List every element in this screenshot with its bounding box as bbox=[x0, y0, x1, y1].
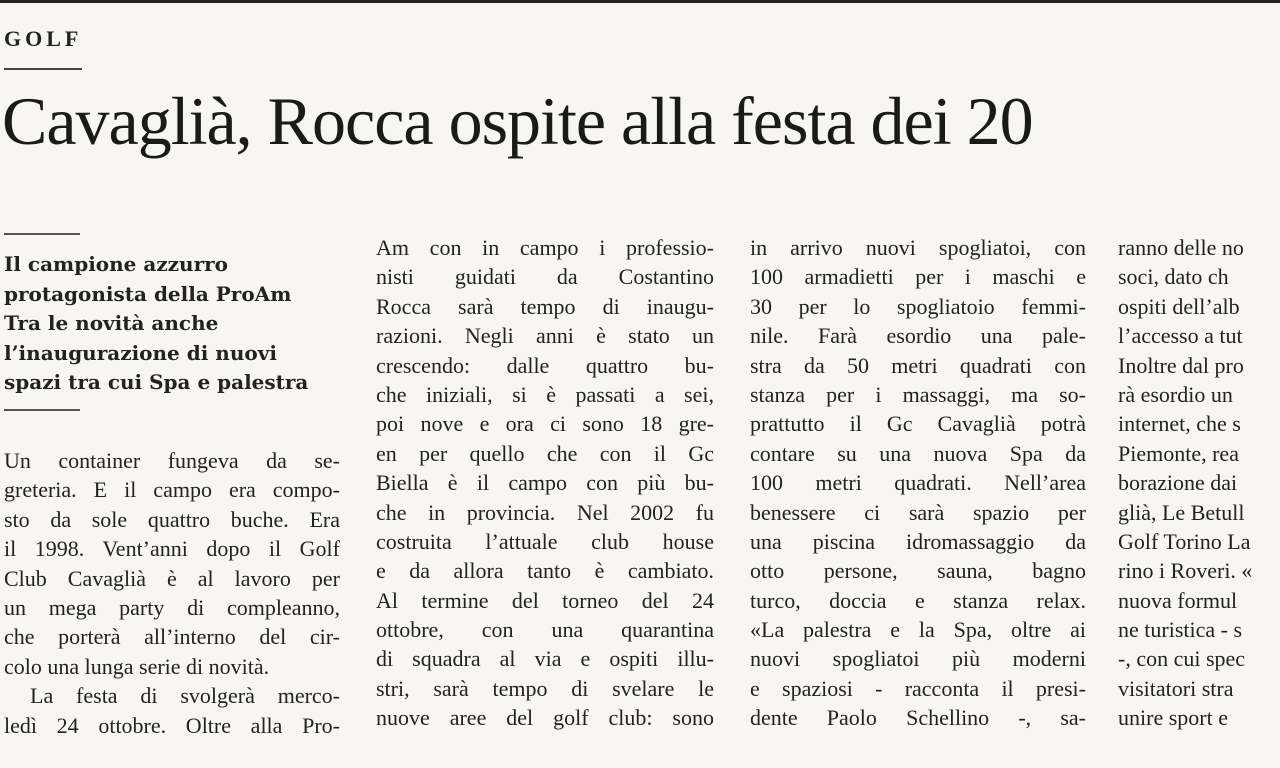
text-line: poi nove e ora ci sono 18 gre- bbox=[376, 411, 714, 437]
text-line: contare su una nuova Spa da bbox=[750, 440, 1086, 466]
text-line: borazione dai bbox=[1118, 470, 1238, 496]
text-line: benessere ci sarà spazio per bbox=[750, 499, 1086, 525]
text-line: Golf Torino La bbox=[1118, 528, 1251, 554]
text-line: soci, dato ch bbox=[1118, 264, 1229, 290]
article-column-1 bbox=[4, 446, 340, 740]
text-line: en per quello che con il Gc bbox=[376, 440, 714, 466]
text-line: ranno delle no bbox=[1118, 235, 1244, 260]
section-label: GOLF bbox=[4, 26, 83, 51]
subhead-line: Tra le novità anche bbox=[4, 311, 219, 335]
top-border-rule bbox=[0, 0, 1280, 3]
text-line: otto persone, sauna, bagno bbox=[750, 558, 1086, 584]
text-line: greteria. E il campo era compo- bbox=[4, 477, 340, 503]
text-line: Inoltre dal pro bbox=[1118, 352, 1244, 378]
text-line: 100 armadietti per i maschi e bbox=[750, 264, 1086, 290]
subheadline bbox=[4, 250, 354, 398]
text-line: e da allora tanto è cambiato. bbox=[376, 558, 714, 584]
headline: Cavaglià, Rocca ospite alla festa dei 20 bbox=[2, 83, 1033, 159]
text-line: turco, doccia e stanza relax. bbox=[750, 587, 1086, 613]
text-line: Club Cavaglià è al lavoro per bbox=[4, 565, 340, 591]
text-line: visitatori stra bbox=[1118, 675, 1234, 701]
text-line: ospiti dell’alb bbox=[1118, 293, 1240, 319]
subhead-line: Il campione azzurro bbox=[4, 252, 228, 276]
text-line: prattutto il Gc Cavaglià potrà bbox=[750, 411, 1086, 437]
text-line: 100 metri quadrati. Nell’area bbox=[750, 470, 1086, 496]
text-line: in arrivo nuovi spogliatoi, con bbox=[750, 235, 1086, 260]
text-line: Piemonte, rea bbox=[1118, 440, 1239, 466]
subhead-line: l’inaugurazione di nuovi bbox=[4, 340, 277, 365]
text-line: crescendo: dalle quattro bu- bbox=[376, 352, 714, 378]
article-column-3 bbox=[750, 233, 1086, 733]
text-line: il 1998. Vent’anni dopo il Golf bbox=[4, 536, 340, 562]
text-line: nuovi spogliatoi più moderni bbox=[750, 646, 1086, 672]
text-line: rà esordio un bbox=[1118, 381, 1233, 407]
text-line: ottobre, con una quarantina bbox=[376, 617, 714, 643]
text-line: rino i Roveri. « bbox=[1118, 558, 1253, 584]
text-line: nile. Farà esordio una pale- bbox=[750, 323, 1086, 349]
section-underline bbox=[4, 68, 82, 70]
text-line: una piscina idromassaggio da bbox=[750, 528, 1086, 554]
article-column-4 bbox=[1118, 233, 1280, 733]
text-line: ledì 24 ottobre. Oltre alla Pro- bbox=[4, 712, 340, 738]
text-line: internet, che s bbox=[1118, 411, 1241, 437]
text-line: nuova formul bbox=[1118, 587, 1238, 613]
text-line: glià, Le Betull bbox=[1118, 499, 1245, 525]
text-line: l’accesso a tut bbox=[1118, 323, 1243, 349]
text-line: che in provincia. Nel 2002 fu bbox=[376, 499, 714, 525]
text-line: nuove aree del golf club: sono bbox=[376, 705, 714, 731]
article-column-2 bbox=[376, 233, 714, 733]
text-line: stri, sarà tempo di svelare le bbox=[376, 675, 714, 701]
text-line: dente Paolo Schellino -, sa- bbox=[750, 705, 1086, 731]
text-line: un mega party di compleanno, bbox=[4, 594, 340, 620]
subhead-line: protagonista della ProAm bbox=[4, 281, 292, 306]
text-line: Biella è il campo con più bu- bbox=[376, 470, 714, 496]
text-line: Al termine del torneo del 24 bbox=[376, 587, 714, 613]
text-line: di squadra al via e ospiti illu- bbox=[376, 646, 714, 672]
text-line: Rocca sarà tempo di inaugu- bbox=[376, 293, 714, 319]
subhead-top-rule bbox=[4, 233, 80, 235]
text-line: Am con in campo i professio- bbox=[376, 235, 714, 260]
text-line: colo una lunga serie di novità. bbox=[4, 653, 270, 679]
text-line: unire sport e bbox=[1118, 705, 1228, 731]
text-line: ne turistica - s bbox=[1118, 617, 1243, 643]
text-line: che porterà all’interno del cir- bbox=[4, 624, 340, 650]
text-line: razioni. Negli anni è stato un bbox=[376, 323, 714, 349]
text-line: stra da 50 metri quadrati con bbox=[750, 352, 1086, 378]
subhead-bottom-rule bbox=[4, 409, 80, 411]
text-line: -, con cui spec bbox=[1118, 646, 1246, 672]
text-line: costruita l’attuale club house bbox=[376, 528, 714, 554]
text-line: La festa di svolgerà merco- bbox=[30, 683, 340, 709]
text-line: «La palestra e la Spa, oltre ai bbox=[750, 617, 1086, 643]
text-line: nisti guidati da Costantino bbox=[376, 264, 714, 290]
text-line: 30 per lo spogliatoio femmi- bbox=[750, 293, 1086, 319]
text-line: Un container fungeva da se- bbox=[4, 448, 340, 473]
subhead-line: spazi tra cui Spa e palestra bbox=[4, 370, 309, 394]
text-line: che iniziali, si è passati a sei, bbox=[376, 381, 714, 407]
text-line: e spaziosi - racconta il presi- bbox=[750, 675, 1086, 701]
text-line: stanza per i massaggi, ma so- bbox=[750, 381, 1086, 407]
text-line: sto da sole quattro buche. Era bbox=[4, 506, 340, 532]
